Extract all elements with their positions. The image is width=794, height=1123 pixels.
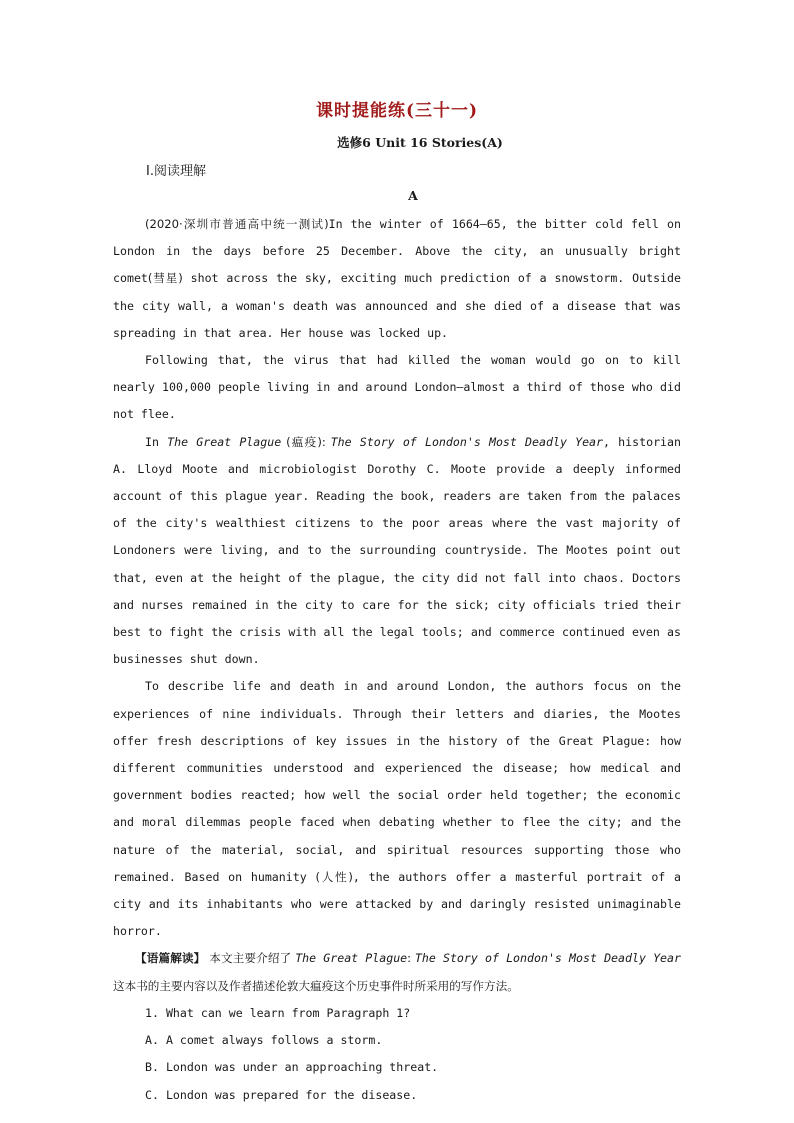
- analysis-book-part-2: The Story of London's Most Deadly Year: [414, 951, 681, 966]
- option-a[interactable]: A. A comet always follows a storm.: [145, 1033, 383, 1048]
- analysis-text-b: 这本书的主要内容以及作者描述伦敦大瘟疫这个历史事件时所采用的写作方法。: [113, 978, 519, 993]
- paragraph-4: [113, 673, 681, 945]
- gloss-plague: (瘟疫):: [281, 434, 331, 449]
- passage-source: (2020·深圳市普通高中统一测试): [145, 217, 329, 231]
- analysis-colon: :: [407, 951, 415, 966]
- paragraph-3: [113, 429, 681, 674]
- paragraph-1-text-a: In the winter of 1664—65, the bitter cold fell on London in the days before 25 December. Above the city, an unusually bright comet: [113, 217, 681, 286]
- section-heading: Ⅰ.阅读理解: [146, 164, 206, 179]
- option-c[interactable]: C. London was prepared for the disease.: [145, 1087, 418, 1102]
- paragraph-2: Following that, the virus that had killed the woman would go on to kill nearly 100,000 people living in and around London—almost a third of those who did not flee.: [113, 353, 681, 422]
- paragraph-3-text: , historian A. Lloyd Moote and microbiologist Dorothy C. Moote provide a deeply informed account of this plague year. Reading the book, readers are taken from the palaces of the city's wealthiest citizens to the poor areas where the vast majority of Londoners were living, and to the surrounding countryside. The Mootes point out that, even at the height of the plague, the city did not fall into chaos. Doctors and nurses remained in the city to care for the sick; city officials tried their best to fight the crisis with all the legal tools; and commerce continued even as businesses shut down.: [113, 434, 681, 667]
- paragraph-3-pre: In: [145, 434, 168, 449]
- analysis-text-a: 本文主要介绍了: [205, 951, 296, 966]
- passage-body: [113, 211, 681, 1109]
- paragraph-1: [113, 211, 681, 347]
- book-title-part-1: The Great Plague: [167, 434, 282, 449]
- page-title: 课时提能练(三十一): [315, 101, 479, 121]
- question-stem: 1. What can we learn from Paragraph 1?: [145, 1005, 411, 1020]
- option-b[interactable]: B. London was under an approaching threat.: [145, 1060, 439, 1075]
- gloss-humanity: (人性): [315, 869, 353, 884]
- book-title-part-2: The Story of London's Most Deadly Year: [330, 434, 604, 449]
- passage-label: A: [408, 188, 418, 203]
- analysis-paragraph: [113, 945, 681, 999]
- paragraph-4-text-b: , the authors offer a masterful portrait of a city and its inhabitants who were attacked by and daringly resisted unimaginable horror.: [113, 869, 681, 939]
- page-subtitle: 选修6 Unit 16 Stories(A): [337, 135, 503, 150]
- gloss-comet: (彗星): [147, 271, 183, 286]
- question-1: [113, 1000, 681, 1109]
- analysis-book-part-1: The Great Plague: [295, 951, 408, 966]
- paragraph-1-text-b: shot across the sky, exciting much prediction of a snowstorm. Outside the city wall, a woman's death was announced and she died of a disease that was spreading in that area. Her house was locked up.: [113, 271, 681, 340]
- analysis-tag: 【语篇解读】: [135, 951, 206, 966]
- paragraph-4-text-a: To describe life and death in and around London, the authors focus on the experiences of nine individuals. Through their letters and diaries, the Mootes offer fresh descriptions of key issues in the history of the Great Plague: how different communities understood and experienced the disease; how medical and government bodies reacted; how well the social order held together; the economic and moral dilemmas people faced when debating whether to flee the city; and the nature of the material, social, and spiritual resources supporting those who remained. Based on humanity: [113, 679, 681, 884]
